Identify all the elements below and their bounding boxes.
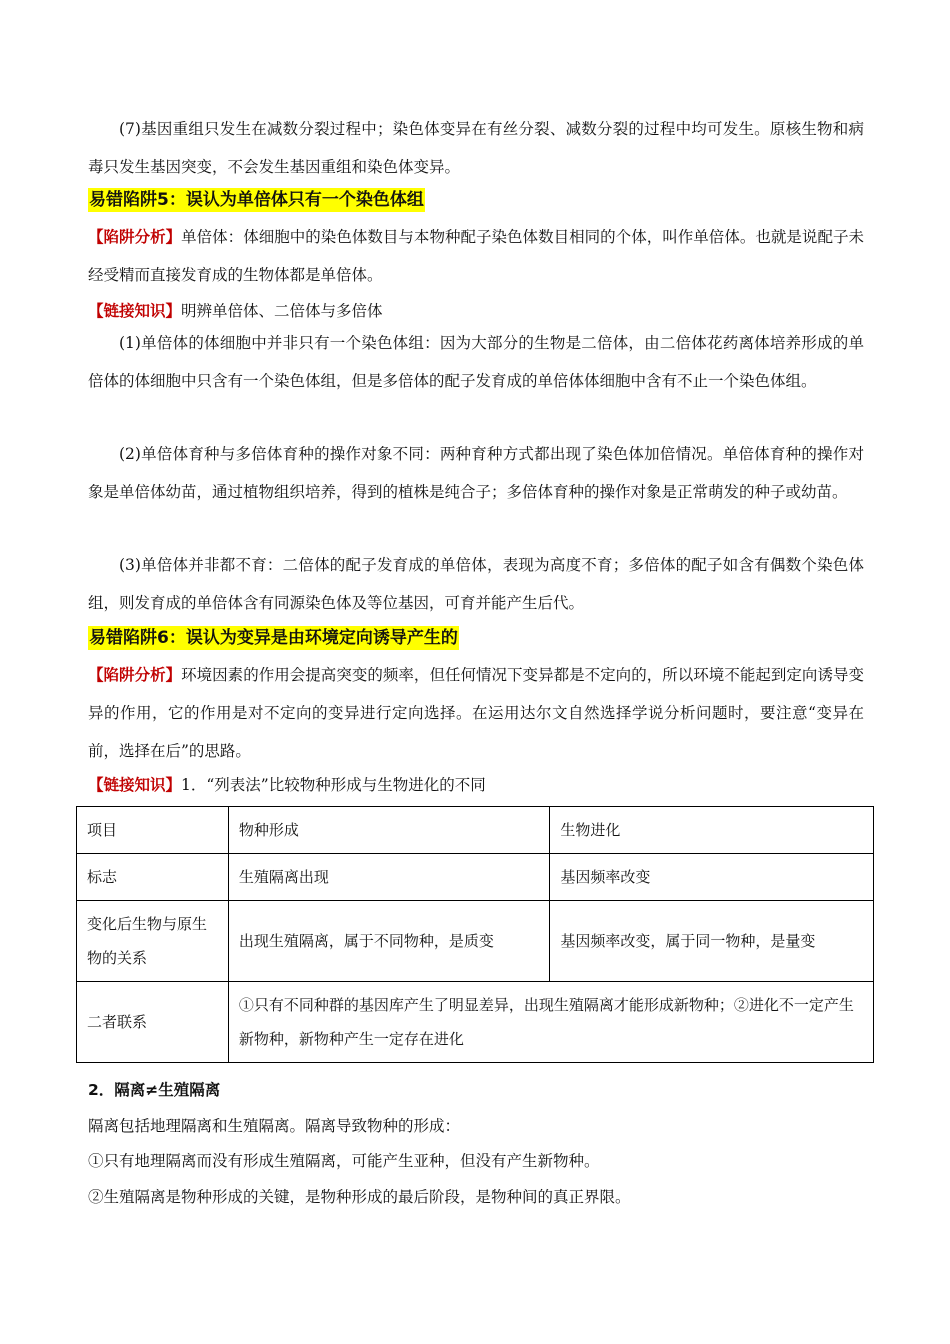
trap5-analysis	[88, 218, 864, 294]
table-cell: 基因频率改变，属于同一物种，是量变	[550, 901, 874, 982]
trap5-heading: 易错陷阱5：误认为单倍体只有一个染色体组	[89, 190, 424, 210]
trap5-point-3: (3)单倍体并非都不育：二倍体的配子发育成的单倍体，表现为高度不育；多倍体的配子如含有偶数个染色体组，则发育成的单倍体含有同源染色体及等位基因，可育并能产生后代。	[88, 556, 864, 612]
table-cell: 物种形成	[228, 807, 550, 854]
trap6-analysis-text: 环境因素的作用会提高突变的频率，但任何情况下变异都是不定向的，所以环境不能起到定向诱导变异的作用，它的作用是对不定向的变异进行定向选择。在运用达尔文自然选择学说分析问题时，要注意“变异在前，选择在后”的思路。	[88, 666, 864, 760]
table-row	[77, 854, 874, 901]
analysis-tag: 【陷阱分析】	[88, 666, 182, 684]
section2-intro: 隔离包括地理隔离和生殖隔离。隔离导致物种的形成：	[88, 1117, 461, 1135]
analysis-tag: 【陷阱分析】	[88, 228, 182, 246]
section2-item-2: ②生殖隔离是物种形成的关键，是物种形成的最后阶段，是物种间的真正界限。	[88, 1188, 631, 1206]
table-cell: 生物进化	[550, 807, 874, 854]
trap5-point-2: (2)单倍体育种与多倍体育种的操作对象不同：两种育种方式都出现了染色体加倍情况。单倍体育种的操作对象是单倍体幼苗，通过植物组织培养，得到的植株是纯合子；多倍体育种的操作对象是正常萌发的种子或幼苗。	[88, 445, 864, 501]
section2-number: 2．	[88, 1081, 115, 1099]
section2-item-1: ①只有地理隔离而没有形成生殖隔离，可能产生亚种，但没有产生新物种。	[88, 1152, 600, 1170]
table-cell: 生殖隔离出现	[228, 854, 550, 901]
trap6-analysis	[88, 656, 864, 770]
trap5-point-1: (1)单倍体的体细胞中并非只有一个染色体组：因为大部分的生物是二倍体，由二倍体花药离体培养形成的单倍体的体细胞中只含有一个染色体组，但是多倍体的配子发育成的单倍体体细胞中含有不止一个染色体组。	[88, 334, 864, 390]
table-cell: 基因频率改变	[550, 854, 874, 901]
trap5-link-text: 明辨单倍体、二倍体与多倍体	[181, 302, 383, 320]
table-cell: ①只有不同种群的基因库产生了明显差异，出现生殖隔离才能形成新物种；②进化不一定产生新物种，新物种产生一定存在进化	[228, 982, 873, 1063]
table-row	[77, 901, 874, 982]
table-cell: 出现生殖隔离，属于不同物种，是质变	[228, 901, 550, 982]
trap6-link-text: 1．“列表法”比较物种形成与生物进化的不同	[181, 776, 486, 794]
table-cell: 二者联系	[77, 982, 229, 1063]
table-cell: 变化后生物与原生物的关系	[77, 901, 229, 982]
table-row	[77, 982, 874, 1063]
paragraph-point-7: (7)基因重组只发生在减数分裂过程中；染色体变异在有丝分裂、减数分裂的过程中均可发生。原核生物和病毒只发生基因突变，不会发生基因重组和染色体变异。	[88, 120, 864, 176]
link-tag: 【链接知识】	[88, 302, 182, 320]
trap6-heading: 易错陷阱6：误认为变异是由环境定向诱导产生的	[89, 628, 458, 648]
link-tag: 【链接知识】	[88, 776, 182, 794]
trap6-link	[88, 766, 864, 804]
table-cell: 标志	[77, 854, 229, 901]
table-row	[77, 807, 874, 854]
section2-title: 隔离≠生殖隔离	[114, 1081, 221, 1099]
trap5-analysis-text: 单倍体：体细胞中的染色体数目与本物种配子染色体数目相同的个体，叫作单倍体。也就是说配子未经受精而直接发育成的生物体都是单倍体。	[88, 228, 864, 284]
section2-heading	[88, 1076, 220, 1104]
table-cell: 项目	[77, 807, 229, 854]
comparison-table	[76, 806, 874, 1063]
